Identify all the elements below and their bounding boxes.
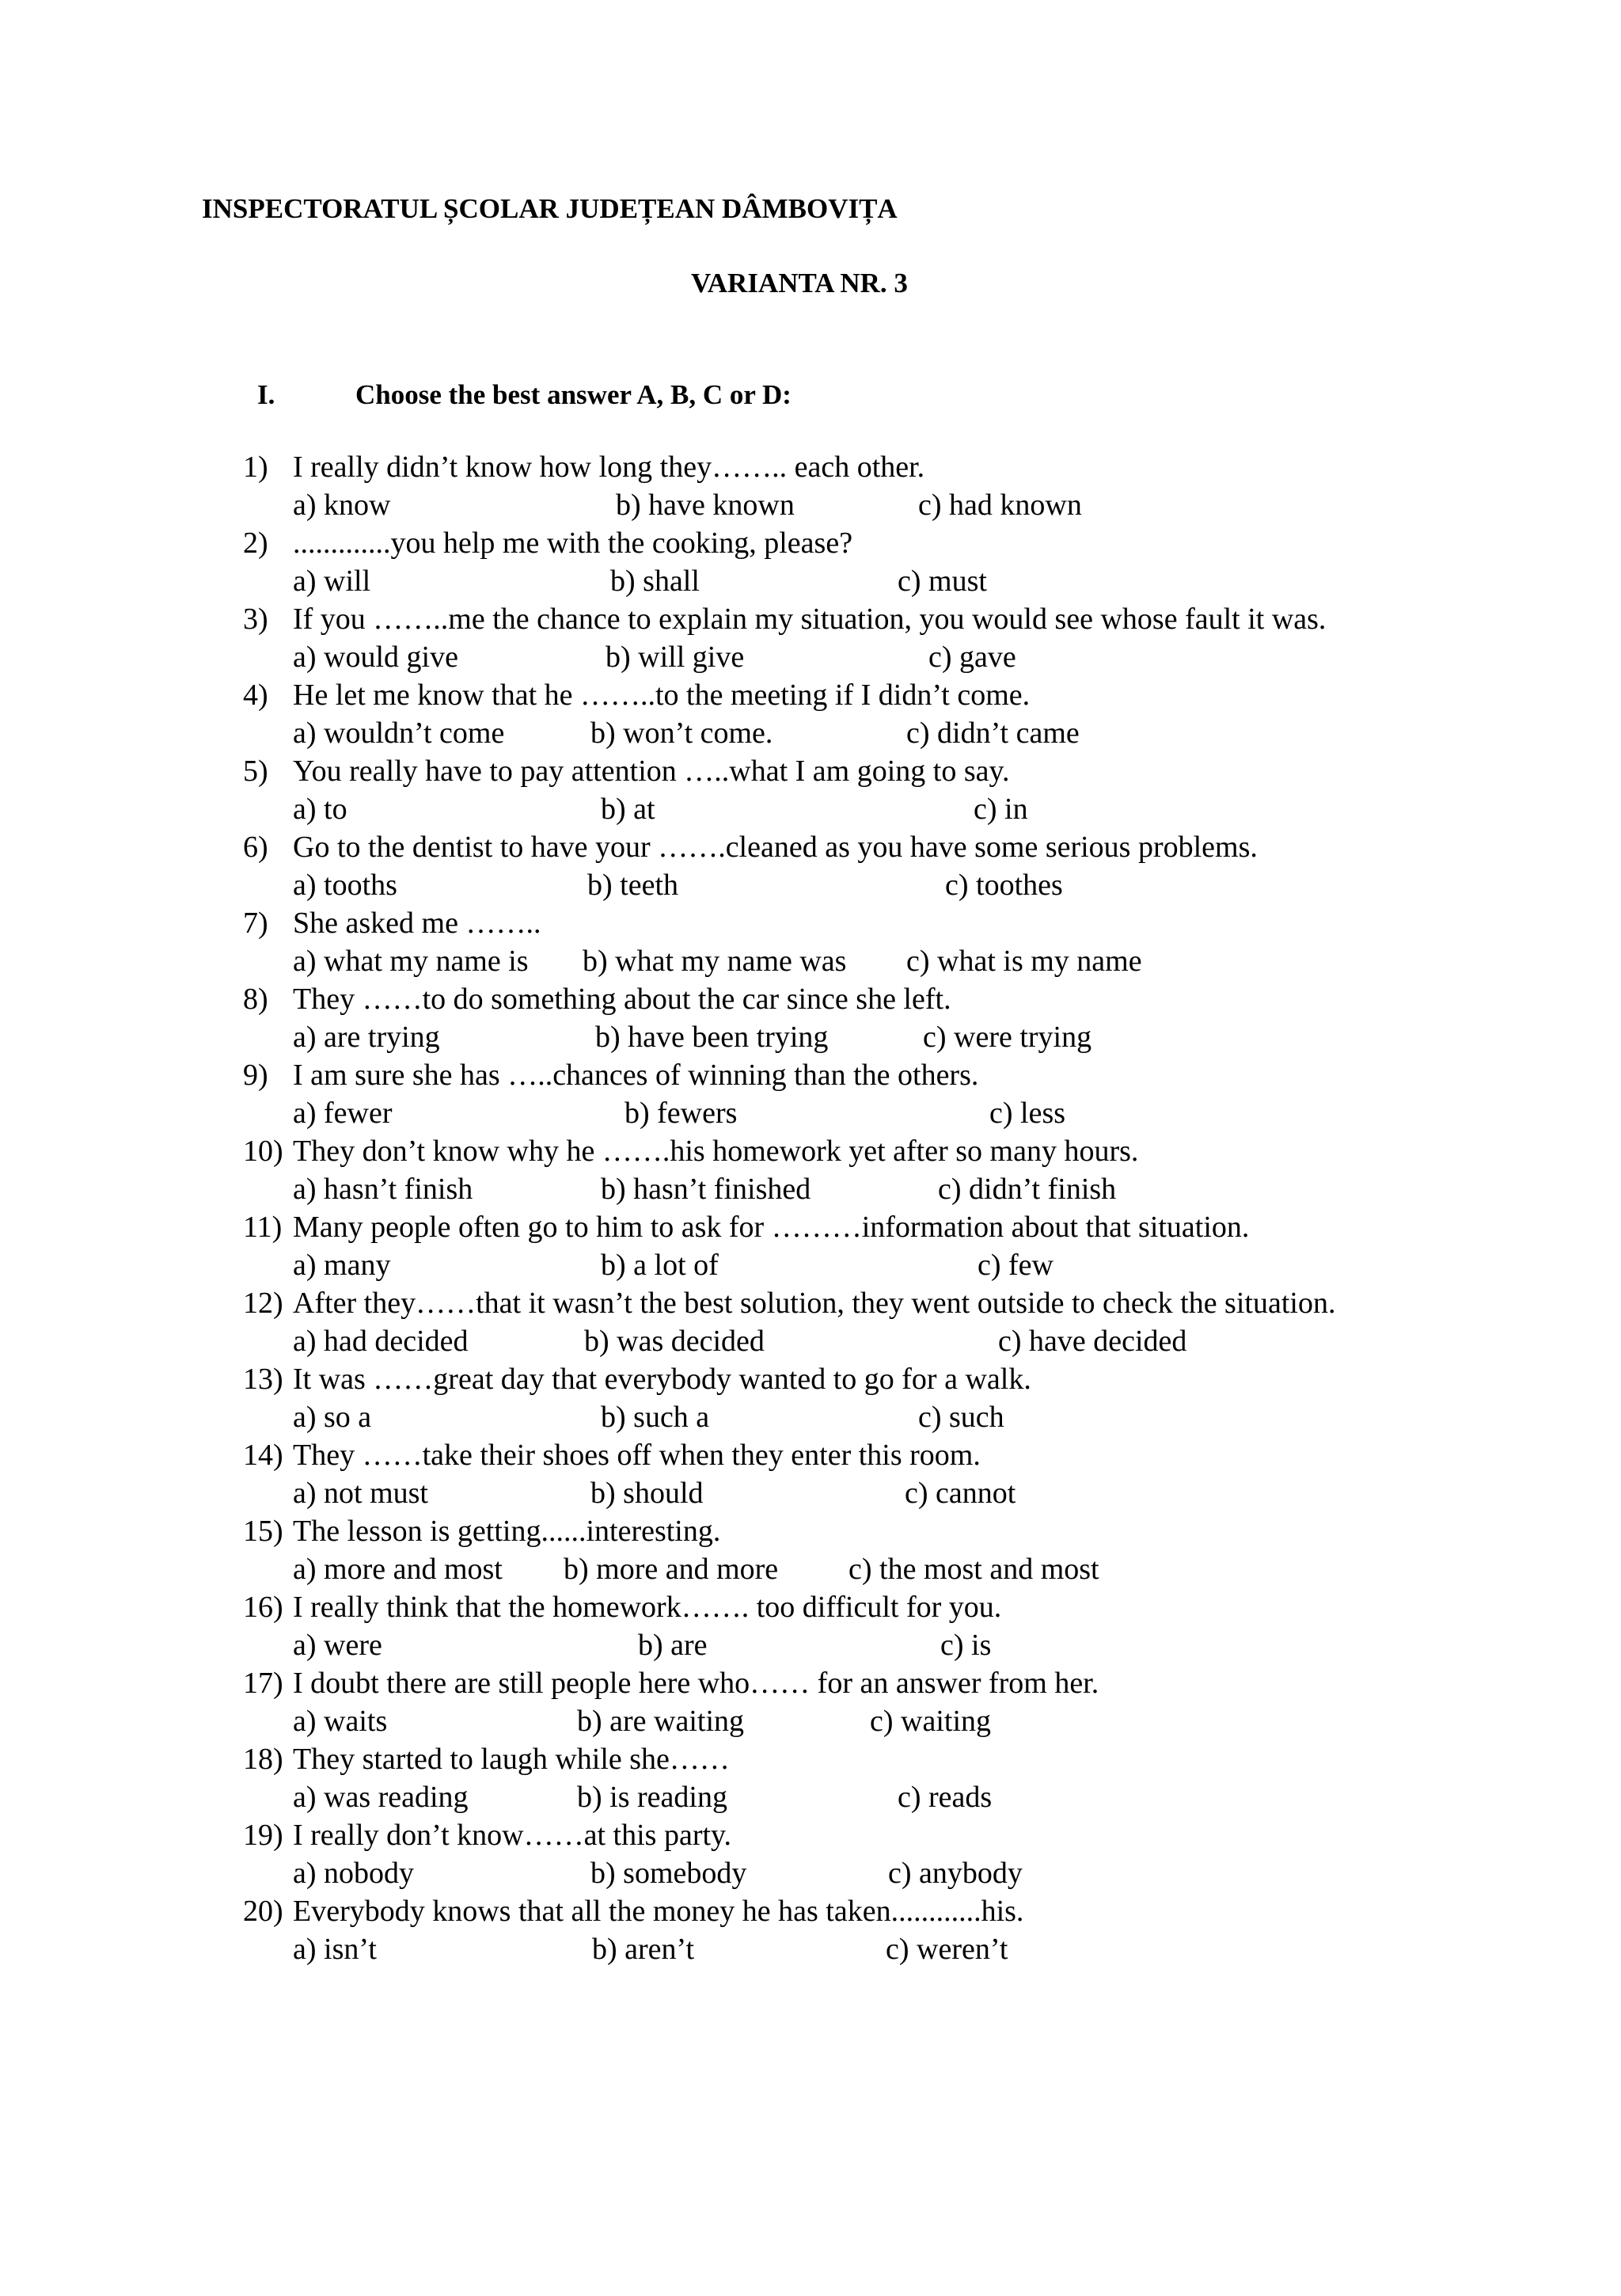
option-a: a) waits	[293, 1705, 388, 1738]
option-c: c) reads	[898, 1781, 993, 1814]
option-a: a) was reading	[293, 1781, 469, 1814]
question-number: 19)	[243, 1819, 283, 1852]
option-b: b) hasn’t finished	[601, 1173, 811, 1206]
option-a: a) nobody	[293, 1857, 415, 1890]
question-text: It was ……great day that everybody wanted to go for a walk.	[293, 1363, 1031, 1396]
question-text: Many people often go to him to ask for ………information about that situation.	[293, 1211, 1250, 1244]
question-item	[0, 1284, 1621, 1360]
question-number: 6)	[243, 831, 268, 864]
option-a: a) so a	[293, 1401, 372, 1434]
option-a: a) know	[293, 488, 391, 522]
option-b: b) are waiting	[577, 1705, 745, 1738]
question-number: 11)	[243, 1211, 283, 1244]
question-number: 5)	[243, 755, 268, 788]
option-c: c) in	[974, 793, 1028, 826]
question-item	[0, 524, 1621, 600]
question-number: 10)	[243, 1135, 283, 1168]
question-item	[0, 1892, 1621, 1968]
option-c: c) such	[918, 1401, 1004, 1434]
question-number: 12)	[243, 1287, 283, 1320]
question-text: After they……that it wasn’t the best solution, they went outside to check the situation.	[293, 1287, 1336, 1320]
question-text: .............you help me with the cooking, please?	[293, 526, 853, 560]
question-text: I doubt there are still people here who…… for an answer from her.	[293, 1667, 1099, 1700]
option-a: a) will	[293, 564, 371, 598]
section-instruction: Choose the best answer A, B, C or D:	[355, 379, 792, 410]
option-b: b) have known	[616, 488, 795, 522]
question-item	[0, 1512, 1621, 1588]
option-c: c) few	[978, 1249, 1053, 1282]
option-a: a) are trying	[293, 1021, 440, 1054]
question-number: 14)	[243, 1439, 283, 1472]
question-item	[0, 1816, 1621, 1892]
option-b: b) somebody	[590, 1857, 747, 1890]
question-item	[0, 676, 1621, 752]
option-b: b) what my name was	[583, 945, 847, 978]
option-b: b) will give	[606, 641, 745, 674]
option-a: a) would give	[293, 641, 458, 674]
option-c: c) had known	[918, 488, 1082, 522]
option-a: a) hasn’t finish	[293, 1173, 473, 1206]
option-b: b) aren’t	[592, 1933, 695, 1966]
question-number: 9)	[243, 1059, 268, 1092]
question-number: 20)	[243, 1895, 283, 1928]
option-b: b) a lot of	[601, 1249, 719, 1282]
question-number: 2)	[243, 526, 268, 560]
question-text: They ……take their shoes off when they enter this room.	[293, 1439, 981, 1472]
option-c: c) cannot	[905, 1477, 1016, 1510]
page-header-title: INSPECTORATUL ȘCOLAR JUDEȚEAN DÂMBOVIȚA	[202, 193, 898, 224]
question-number: 18)	[243, 1743, 283, 1776]
question-text: They ……to do something about the car since she left.	[293, 983, 951, 1016]
option-c: c) weren’t	[886, 1933, 1008, 1966]
option-c: c) is	[940, 1629, 992, 1662]
option-b: b) should	[590, 1477, 704, 1510]
question-item	[0, 1208, 1621, 1284]
question-number: 4)	[243, 679, 268, 712]
question-number: 17)	[243, 1667, 283, 1700]
option-a: a) were	[293, 1629, 382, 1662]
option-b: b) are	[638, 1629, 708, 1662]
question-text: He let me know that he ……..to the meeting if I didn’t come.	[293, 679, 1031, 712]
question-text: You really have to pay attention …..what I am going to say.	[293, 755, 1010, 788]
question-text: If you ……..me the chance to explain my situation, you would see whose fault it was.	[293, 603, 1327, 636]
question-item	[0, 980, 1621, 1056]
option-b: b) shall	[610, 564, 700, 598]
question-text: I really don’t know……at this party.	[293, 1819, 732, 1852]
option-c: c) didn’t finish	[938, 1173, 1117, 1206]
option-b: b) teeth	[587, 869, 679, 902]
option-a: a) had decided	[293, 1325, 469, 1358]
option-a: a) more and most	[293, 1553, 503, 1586]
question-number: 1)	[243, 450, 268, 484]
question-number: 7)	[243, 907, 268, 940]
option-c: c) gave	[928, 641, 1016, 674]
option-b: b) such a	[601, 1401, 710, 1434]
question-text: I really think that the homework……. too difficult for you.	[293, 1591, 1002, 1624]
option-b: b) was decided	[584, 1325, 765, 1358]
question-item	[0, 1056, 1621, 1132]
question-list	[0, 448, 1621, 1968]
option-c: c) the most and most	[848, 1553, 1099, 1586]
option-c: c) didn’t came	[906, 717, 1080, 750]
option-b: b) at	[601, 793, 655, 826]
question-text: I really didn’t know how long they…….. each other.	[293, 450, 925, 484]
option-c: c) anybody	[888, 1857, 1023, 1890]
variant-label: VARIANTA NR. 3	[691, 268, 908, 298]
question-item	[0, 1436, 1621, 1512]
question-number: 8)	[243, 983, 268, 1016]
option-a: a) fewer	[293, 1097, 393, 1130]
option-a: a) wouldn’t come	[293, 717, 505, 750]
option-b: b) is reading	[577, 1781, 727, 1814]
question-item	[0, 600, 1621, 676]
question-item	[0, 1588, 1621, 1664]
option-c: c) less	[989, 1097, 1066, 1130]
option-a: a) isn’t	[293, 1933, 377, 1966]
question-text: They don’t know why he …….his homework yet after so many hours.	[293, 1135, 1139, 1168]
question-item	[0, 1360, 1621, 1436]
question-item	[0, 1664, 1621, 1740]
option-b: b) have been trying	[595, 1021, 829, 1054]
option-c: c) must	[898, 564, 987, 598]
question-text: They started to laugh while she……	[293, 1743, 730, 1776]
option-a: a) to	[293, 793, 347, 826]
option-a: a) what my name is	[293, 945, 529, 978]
section-number: I.	[257, 379, 275, 410]
question-item	[0, 828, 1621, 904]
option-c: c) were trying	[923, 1021, 1092, 1054]
question-text: She asked me ……..	[293, 907, 541, 940]
question-item	[0, 1132, 1621, 1208]
question-text: Go to the dentist to have your …….cleaned as you have some serious problems.	[293, 831, 1258, 864]
option-c: c) toothes	[945, 869, 1063, 902]
question-item	[0, 904, 1621, 980]
question-number: 3)	[243, 603, 268, 636]
option-a: a) many	[293, 1249, 391, 1282]
question-text: The lesson is getting......interesting.	[293, 1515, 721, 1548]
option-b: b) more and more	[564, 1553, 779, 1586]
option-a: a) not must	[293, 1477, 428, 1510]
option-c: c) have decided	[998, 1325, 1187, 1358]
question-item	[0, 1740, 1621, 1816]
option-a: a) tooths	[293, 869, 397, 902]
option-c: c) waiting	[870, 1705, 992, 1738]
question-number: 16)	[243, 1591, 283, 1624]
option-c: c) what is my name	[906, 945, 1142, 978]
question-item	[0, 448, 1621, 524]
question-item	[0, 752, 1621, 828]
question-text: I am sure she has …..chances of winning than the others.	[293, 1059, 979, 1092]
option-b: b) won’t come.	[590, 717, 773, 750]
question-text: Everybody knows that all the money he has taken............his.	[293, 1895, 1024, 1928]
option-b: b) fewers	[624, 1097, 738, 1130]
question-number: 15)	[243, 1515, 283, 1548]
question-number: 13)	[243, 1363, 283, 1396]
